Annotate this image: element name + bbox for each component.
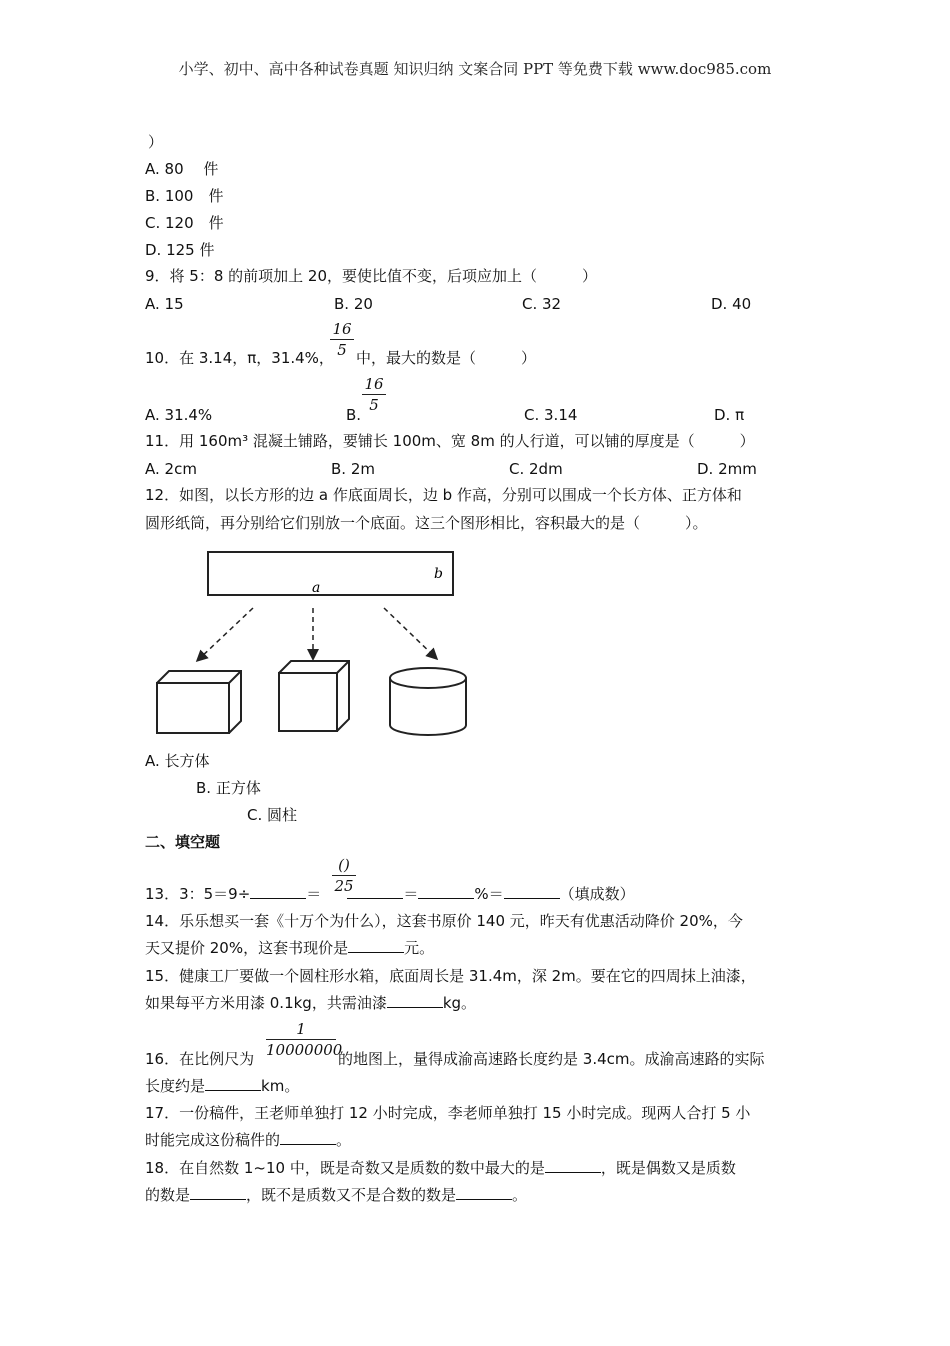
source-rectangle — [208, 552, 453, 595]
q11-option-c: C. 2dm — [509, 460, 563, 478]
q10-option-b-denominator: 5 — [369, 396, 379, 414]
q17-line2b: 。 — [336, 1131, 352, 1149]
cylinder-shape — [390, 668, 466, 735]
q16-line2 — [145, 1076, 299, 1096]
q16-blank[interactable] — [205, 1076, 261, 1091]
q9-option-b: B. 20 — [334, 295, 373, 313]
q12-option-a: A. 长方体 — [145, 752, 210, 770]
q9-option-a: A. 15 — [145, 295, 184, 313]
q16-line1a: 16．在比例尺为 — [145, 1050, 255, 1068]
q18-line1 — [145, 1158, 736, 1178]
q13-blank-3[interactable] — [418, 884, 474, 899]
q14-line1: 14．乐乐想买一套《十万个为什么），这套书原价 140 元，昨天有优惠活动降价 20%，今 — [145, 912, 743, 930]
q13-fraction-numerator: () — [338, 856, 350, 874]
q13-part4: %＝ — [474, 885, 504, 903]
q8-option-d: D. 125 件 — [145, 241, 215, 259]
q15-blank[interactable] — [387, 993, 443, 1008]
cuboid-shape — [157, 671, 241, 733]
q8-option-b: B. 100 件 — [145, 187, 224, 205]
q14-line2b: 元。 — [404, 939, 435, 957]
q9-option-d: D. 40 — [711, 295, 752, 313]
q13-fraction-denominator: 25 — [334, 877, 354, 895]
q8-option-c: C. 120 件 — [145, 214, 224, 232]
q13-blank-2[interactable] — [347, 884, 403, 899]
q14-blank[interactable] — [348, 938, 404, 953]
q12-option-c: C. 圆柱 — [247, 806, 298, 824]
q18-blank-3[interactable] — [456, 1185, 512, 1200]
q13-blank-1[interactable] — [250, 884, 306, 899]
q8-option-a: A. 80 件 — [145, 160, 219, 178]
q10-stem-b: 中，最大的数是（ ） — [356, 349, 537, 367]
q17-line2 — [145, 1130, 351, 1150]
q18-blank-1[interactable] — [545, 1158, 601, 1173]
q16-scale-fraction — [266, 1020, 343, 1059]
q16-line2b: km。 — [261, 1077, 300, 1095]
q12-stem-line2: 圆形纸筒，再分别给它们别放一个底面。这三个图形相比，容积最大的是（ ）。 — [145, 514, 708, 532]
q14-line2a: 天又提价 20%，这套书现价是 — [145, 939, 349, 957]
arrow-to-cylinder — [384, 608, 436, 658]
q17-line1: 17．一份稿件，王老师单独打 12 小时完成，李老师单独打 15 小时完成。现两人合打 5 小 — [145, 1104, 751, 1122]
q16-fraction-numerator: 1 — [296, 1020, 306, 1038]
q11-stem: 11．用 160m³ 混凝土铺路，要铺长 100m、宽 8m 的人行道，可以铺的厚度是（ ） — [145, 432, 755, 450]
q10-option-b-fraction — [362, 375, 386, 414]
q15-line2 — [145, 993, 476, 1013]
q13-part5: （填成数） — [559, 885, 635, 903]
q13-part3: ＝ — [403, 885, 419, 903]
q13-part2: ＝ — [306, 885, 322, 903]
page-header: 小学、初中、高中各种试卷真题 知识归纳 文案合同 PPT 等免费下载 www.doc985.com — [178, 60, 772, 78]
q16-fraction-denominator: 10000000 — [266, 1041, 343, 1059]
q9-option-c: C. 32 — [522, 295, 562, 313]
q18-line2b: ，既不是质数又不是合数的数是 — [246, 1186, 457, 1204]
q10-option-d: D. π — [714, 406, 745, 424]
q10-fraction-denominator: 5 — [337, 341, 347, 359]
q10-option-a: A. 31.4% — [145, 406, 213, 424]
q15-line1: 15．健康工厂要做一个圆柱形水箱，底面周长是 31.4m，深 2m。要在它的四周抹上油漆， — [145, 967, 756, 985]
q10-stem-a: 10．在 3.14，π，31.4%， — [145, 349, 334, 367]
q15-line2a: 如果每平方米用漆 0.1kg，共需油漆 — [145, 994, 387, 1012]
q17-blank[interactable] — [280, 1130, 336, 1145]
label-b: b — [434, 566, 443, 582]
q13-part1: 13．3：5＝9÷ — [145, 885, 251, 903]
q9-stem: 9．将 5：8 的前项加上 20，要使比值不变，后项应加上（ ） — [145, 267, 598, 285]
label-a: a — [312, 580, 321, 596]
q12-figure — [140, 540, 500, 745]
q11-option-d: D. 2mm — [697, 460, 757, 478]
q14-line2 — [145, 938, 434, 958]
q18-line2 — [145, 1185, 527, 1205]
q12-stem-line1: 12．如图，以长方形的边 a 作底面周长，边 b 作高，分别可以围成一个长方体、正方体和 — [145, 486, 742, 504]
q11-option-a: A. 2cm — [145, 460, 197, 478]
q16-line2a: 长度约是 — [145, 1077, 206, 1095]
q10-option-b: B. — [346, 406, 362, 424]
cube-shape — [279, 661, 349, 731]
q18-line1b: ，既是偶数又是质数 — [600, 1159, 736, 1177]
q13-blank-4[interactable] — [504, 884, 560, 899]
q12-option-b: B. 正方体 — [196, 779, 261, 797]
q18-line2c: 。 — [512, 1186, 528, 1204]
q8-tail: ） — [148, 133, 164, 151]
q10-fraction — [330, 320, 354, 359]
q18-blank-2[interactable] — [190, 1185, 246, 1200]
q15-line2b: kg。 — [442, 994, 477, 1012]
q10-option-c: C. 3.14 — [524, 406, 578, 424]
q16-line1b: 的地图上，量得成渝高速路长度约是 3.4cm。成渝高速路的实际 — [338, 1050, 765, 1068]
q11-option-b: B. 2m — [331, 460, 375, 478]
q17-line2a: 时能完成这份稿件的 — [145, 1131, 281, 1149]
q13-line — [145, 884, 635, 904]
q10-fraction-numerator: 16 — [332, 320, 352, 338]
q18-line2a: 的数是 — [145, 1186, 191, 1204]
section-title-fill-in: 二、填空题 — [145, 833, 221, 851]
arrow-to-cuboid — [198, 608, 253, 660]
q10-option-b-numerator: 16 — [364, 375, 384, 393]
q18-line1a: 18．在自然数 1~10 中，既是奇数又是质数的数中最大的是 — [145, 1159, 545, 1177]
